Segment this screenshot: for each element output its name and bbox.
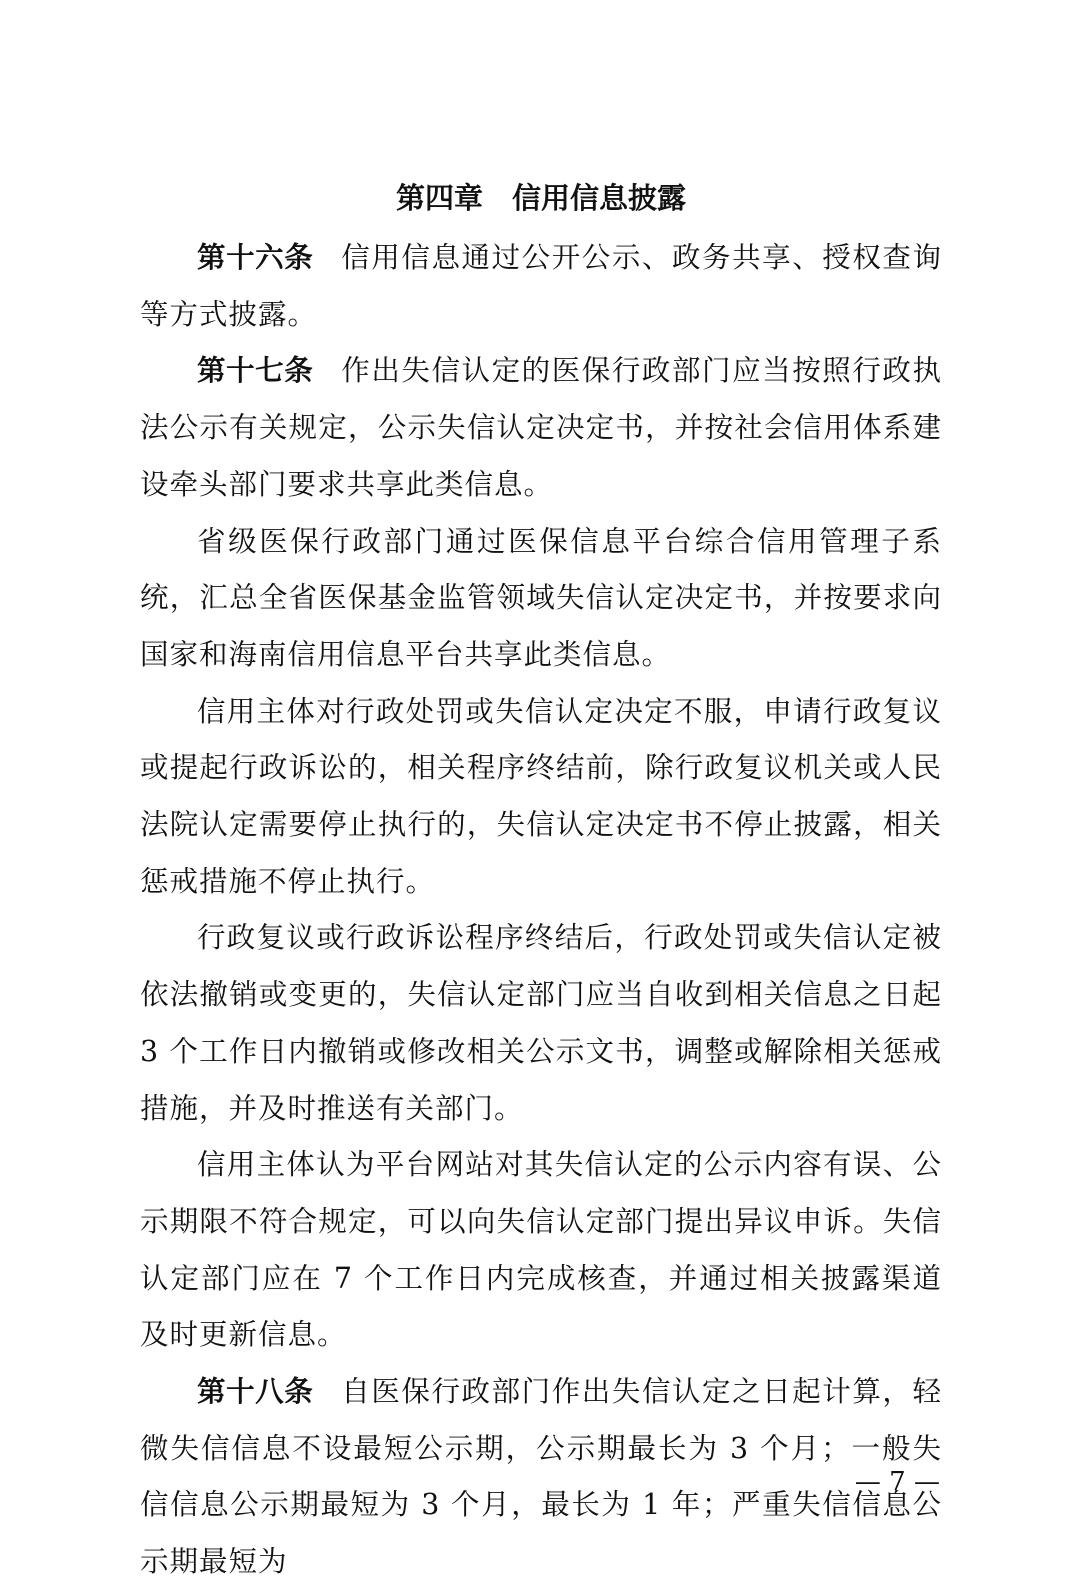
paragraph-text: 作出失信认定的医保行政部门应当按照行政执法公示有关规定，公示失信认定决定书，并按社会信用体系建设牵头部门要求共享此类信息。 xyxy=(140,354,942,501)
document-body xyxy=(140,172,942,1591)
paragraph-text: 信用主体认为平台网站对其失信认定的公示内容有误、公示期限不符合规定，可以向失信认定部门提出异议申诉。失信认定部门应在 7 个工作日内完成核查，并通过相关披露渠道及时更新信息。 xyxy=(140,1148,942,1352)
article-18-paragraph xyxy=(140,1364,942,1591)
article-17-paragraph-3 xyxy=(140,684,942,911)
chapter-title: 第四章 信用信息披露 xyxy=(395,181,686,215)
article-16-paragraph xyxy=(140,230,942,343)
paragraph-text: 省级医保行政部门通过医保信息平台综合信用管理子系统，汇总全省医保基金监管领域失信认定决定书，并按要求向国家和海南信用信息平台共享此类信息。 xyxy=(140,524,942,671)
article-label: 第十七条 xyxy=(197,354,314,388)
paragraph-text: 信用信息通过公开公示、政务共享、授权查询等方式披露。 xyxy=(140,241,942,331)
paragraph-text: 行政复议或行政诉讼程序终结后，行政处罚或失信认定被依法撤销或变更的，失信认定部门应当自收到相关信息之日起 3 个工作日内撤销或修改相关公示文书，调整或解除相关惩戒措施，并及时推送有关部门。 xyxy=(140,921,942,1125)
page-number: — 7 — xyxy=(854,1467,940,1497)
article-17-paragraph xyxy=(140,343,942,513)
article-label: 第十六条 xyxy=(197,241,314,274)
article-17-paragraph-4 xyxy=(140,910,942,1137)
paragraph-text: 自医保行政部门作出失信认定之日起计算，轻微失信信息不设最短公示期，公示期最长为 3 个月；一般失信信息公示期最短为 3 个月，最长为 1 年；严重失信信息公示期最短为 xyxy=(140,1375,942,1579)
article-label: 第十八条 xyxy=(197,1375,314,1409)
article-17-paragraph-2 xyxy=(140,514,942,684)
article-17-paragraph-5 xyxy=(140,1137,942,1364)
paragraph-text: 信用主体对行政处罚或失信认定决定不服，申请行政复议或提起行政诉讼的，相关程序终结前，除行政复议机关或人民法院认定需要停止执行的，失信认定决定书不停止披露，相关惩戒措施不停止执行。 xyxy=(140,694,942,898)
